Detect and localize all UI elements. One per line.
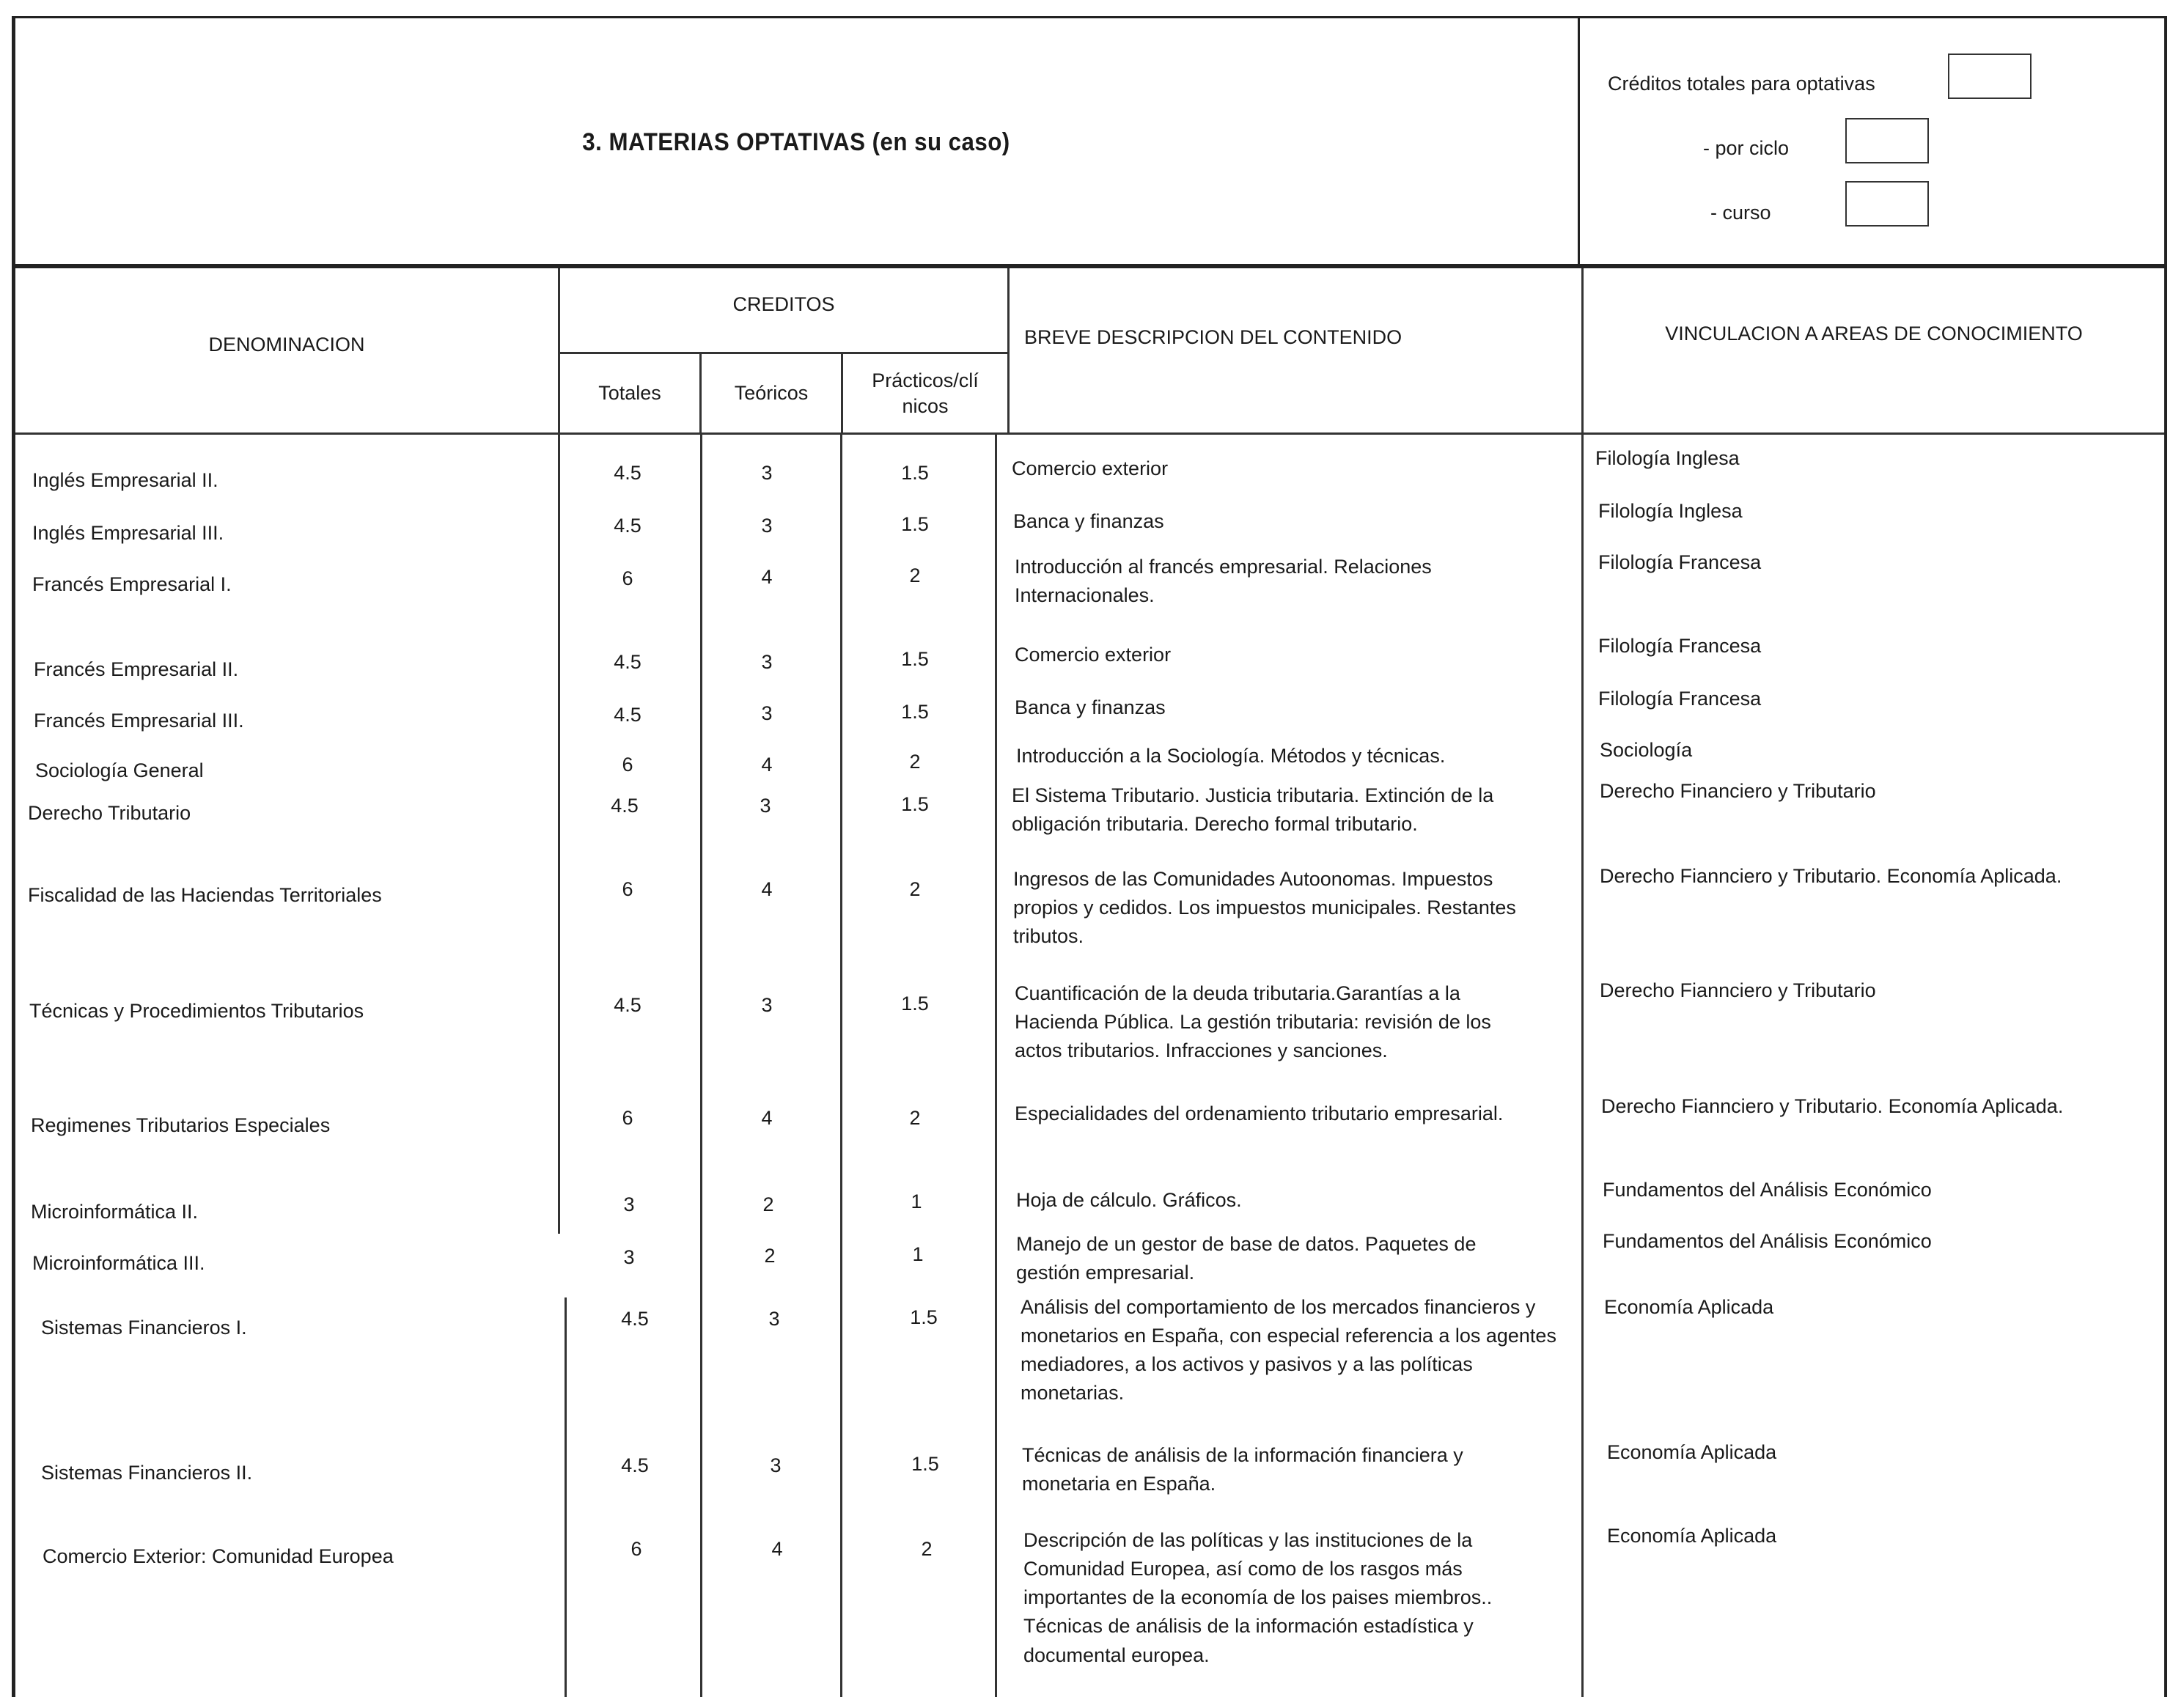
row-teoricos: 3 (770, 1454, 782, 1476)
row-descripcion: Hoja de cálculo. Gráficos. (1016, 1189, 1242, 1211)
row-totales: 6 (630, 1538, 642, 1560)
row-area: Economía Aplicada (1607, 1441, 1777, 1463)
row-teoricos: 3 (761, 462, 773, 484)
row-totales: 6 (622, 1107, 633, 1129)
row-name: Sistemas Financieros II. (41, 1462, 253, 1484)
row-totales: 4.5 (621, 1454, 649, 1476)
row-totales: 3 (623, 1246, 635, 1268)
row-totales: 4.5 (621, 1308, 649, 1330)
row-teoricos: 3 (761, 702, 773, 724)
row-teoricos: 3 (761, 994, 773, 1016)
row-area: Fundamentos del Análisis Económico (1603, 1179, 1932, 1201)
row-teoricos: 4 (761, 566, 773, 588)
row-practicos: 1 (911, 1190, 922, 1212)
row-teoricos: 2 (762, 1193, 774, 1215)
row-practicos: 1.5 (901, 793, 929, 815)
row-practicos: 2 (909, 878, 921, 900)
row-descripcion: Manejo de un gestor de base de datos. Paquetes de gestión empresarial. (1016, 1233, 1477, 1284)
column-practicos: Prácticos/clí nicos (872, 369, 979, 417)
row-teoricos: 4 (761, 878, 773, 900)
row-descripcion: Comercio exterior (1012, 457, 1169, 479)
course-label: - curso (1710, 202, 1771, 224)
row-name: Francés Empresarial I. (32, 573, 232, 595)
row-name: Inglés Empresarial II. (32, 469, 218, 491)
row-totales: 4.5 (614, 651, 641, 673)
row-totales: 6 (622, 878, 633, 900)
row-area: Economía Aplicada (1607, 1525, 1777, 1547)
row-area: Filología Francesa (1598, 551, 1762, 573)
row-area: Filología Inglesa (1598, 500, 1743, 522)
row-descripcion: Análisis del comportamiento de los mercados financieros y monetarios en España, con especial referencia a los agentes mediadores, a los activos y pasivos y a las políticas monetarias. (1021, 1296, 1556, 1405)
row-practicos: 1.5 (901, 648, 929, 670)
row-area: Derecho Fiannciero y Tributario (1600, 979, 1876, 1001)
row-descripcion: Especialidades del ordenamiento tributario empresarial. (1015, 1103, 1504, 1124)
row-teoricos: 3 (761, 515, 773, 537)
row-name: Francés Empresarial II. (34, 658, 239, 680)
column-creditos: CREDITOS (732, 293, 835, 316)
row-descripcion: Introducción a la Sociología. Métodos y técnicas. (1016, 745, 1446, 767)
row-practicos: 2 (921, 1538, 933, 1560)
row-totales: 4.5 (614, 704, 641, 726)
row-teoricos: 4 (761, 754, 773, 776)
row-area: Derecho Fiannciero y Tributario. Economía Aplicada. (1601, 1095, 2064, 1117)
row-totales: 4.5 (611, 795, 639, 817)
row-descripcion: Introducción al francés empresarial. Relaciones Internacionales. (1015, 556, 1432, 607)
row-practicos: 1.5 (901, 701, 929, 723)
row-name: Inglés Empresarial III. (32, 522, 224, 544)
row-descripcion: Banca y finanzas (1015, 696, 1166, 718)
row-name: Microinformática III. (32, 1252, 205, 1274)
row-descripcion: El Sistema Tributario. Justicia tributaria. Extinción de la obligación tributaria. Derecho formal tributario. (1012, 784, 1494, 836)
column-totales: Totales (598, 382, 661, 405)
row-name: Regimenes Tributarios Especiales (31, 1114, 331, 1136)
row-teoricos: 4 (761, 1107, 773, 1129)
row-practicos: 1.5 (910, 1306, 938, 1328)
row-totales: 6 (622, 567, 633, 589)
row-practicos: 1.5 (901, 993, 929, 1015)
row-teoricos: 4 (771, 1538, 783, 1560)
row-totales: 3 (623, 1193, 635, 1215)
row-area: Filología Inglesa (1595, 447, 1740, 469)
row-totales: 4.5 (614, 994, 641, 1016)
column-descripcion: BREVE DESCRIPCION DEL CONTENIDO (1024, 326, 1402, 349)
column-vinculacion: VINCULACION A AREAS DE CONOCIMIENTO (1665, 323, 2083, 345)
row-descripcion: Ingresos de las Comunidades Autoonomas. Impuestos propios y cedidos. Los impuestos municipales. Restantes tributos. (1013, 868, 1516, 948)
row-practicos: 1.5 (911, 1453, 939, 1475)
row-totales: 6 (622, 754, 633, 776)
row-name: Comercio Exterior: Comunidad Europea (43, 1545, 394, 1567)
row-totales: 4.5 (614, 515, 641, 537)
row-area: Economía Aplicada (1604, 1296, 1774, 1318)
row-name: Sistemas Financieros I. (41, 1317, 247, 1339)
row-practicos: 2 (909, 751, 921, 773)
row-area: Filología Francesa (1598, 688, 1762, 710)
row-area: Sociología (1600, 739, 1693, 761)
row-descripcion: Banca y finanzas (1013, 510, 1164, 532)
row-name: Microinformática II. (31, 1201, 199, 1223)
row-totales: 4.5 (614, 462, 641, 484)
row-practicos: 1.5 (901, 462, 929, 484)
row-practicos: 1.5 (901, 513, 929, 535)
row-teoricos: 3 (768, 1308, 780, 1330)
row-practicos: 2 (909, 1107, 921, 1129)
row-teoricos: 3 (760, 795, 771, 817)
column-denominacion: DENOMINACION (208, 334, 365, 356)
row-area: Derecho Financiero y Tributario (1600, 780, 1876, 802)
row-area: Fundamentos del Análisis Económico (1603, 1230, 1932, 1252)
row-teoricos: 3 (761, 651, 773, 673)
per-cycle-label: - por ciclo (1703, 137, 1790, 159)
row-descripcion: Descripción de las políticas y las instituciones de la Comunidad Europea, así como de los rasgos más importantes de la economía de los paises miembros.. Técnicas de análisis de la información estadística y documental europea. (1023, 1529, 1493, 1666)
row-area: Derecho Fiannciero y Tributario. Economía Aplicada. (1600, 865, 2062, 887)
page-title: 3. MATERIAS OPTATIVAS (en su caso) (582, 128, 1010, 156)
row-name: Técnicas y Procedimientos Tributarios (29, 1000, 364, 1022)
row-descripcion: Comercio exterior (1015, 644, 1172, 666)
row-name: Sociología General (35, 759, 204, 781)
row-practicos: 2 (909, 564, 921, 586)
row-practicos: 1 (912, 1243, 924, 1265)
row-teoricos: 2 (764, 1245, 776, 1267)
row-name: Francés Empresarial III. (34, 710, 244, 732)
row-name: Fiscalidad de las Haciendas Territoriales (28, 884, 382, 906)
row-descripcion: Técnicas de análisis de la información financiera y monetaria en España. (1022, 1444, 1463, 1495)
credits-total-label: Créditos totales para optativas (1608, 73, 1875, 95)
row-area: Filología Francesa (1598, 635, 1762, 657)
row-name: Derecho Tributario (28, 802, 191, 824)
row-descripcion: Cuantificación de la deuda tributaria.Garantías a la Hacienda Pública. La gestión tributaria: revisión de los actos tributarios. Infracciones y sanciones. (1015, 982, 1491, 1062)
column-teoricos: Teóricos (734, 382, 809, 405)
